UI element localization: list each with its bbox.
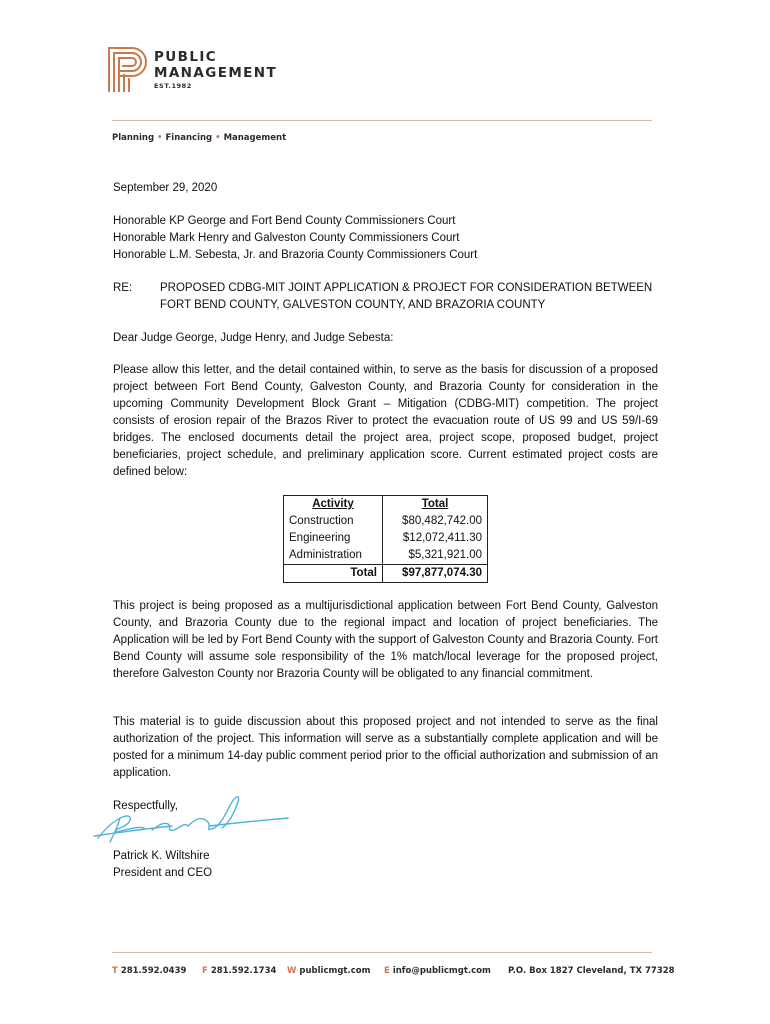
tagline-financing: Financing [165, 133, 213, 143]
table-total-row [284, 565, 488, 583]
signer-title: President and CEO [113, 867, 213, 879]
web-key: W [287, 966, 297, 976]
re-subject: PROPOSED CDBG-MIT JOINT APPLICATION & PROJECT FOR CONSIDERATION BETWEEN FORT BEND COUNTY, GALVESTON COUNTY, AND BRAZORIA COUNTY [160, 282, 653, 311]
signer-name: Patrick K. Wiltshire [113, 850, 210, 862]
footer-address: P.O. Box 1827 Cleveland, TX 77328 [508, 966, 675, 976]
public-management-logo [106, 44, 150, 92]
re-label: RE: [113, 282, 133, 294]
brand-established: EST.1982 [154, 82, 192, 90]
email-link[interactable]: info@publicmgt.com [392, 966, 491, 976]
website-link[interactable]: publicmgt.com [299, 966, 371, 976]
brand-line-1: PUBLIC [154, 49, 218, 65]
table-row [284, 530, 488, 547]
body-paragraph-2: This project is being proposed as a multijurisdictional application between Fort Bend County, Galveston County, and Brazoria County due to the regional impact and location of project beneficiaries. The Application will be led by Fort Bend County with the support of Galveston County and Brazoria County. Fort Bend County will assume sole responsibility of the 1% match/local leverage for the proposed project, therefore Galveston County nor Brazoria County will be obligated to any financial commitment. [113, 600, 658, 680]
footer-web[interactable] [287, 966, 370, 976]
activity-cell: Engineering [284, 530, 383, 547]
header-divider [112, 120, 652, 121]
handwritten-signature [92, 788, 292, 850]
footer-divider [112, 952, 652, 953]
body-paragraph-1: Please allow this letter, and the detail contained within, to serve as the basis for discussion of a proposed project between Fort Bend County, Galveston County, and Brazoria County for consideration in the upcoming Community Development Block Grant – Mitigation (CDBG-MIT) competition. The project consists of erosion repair of the Brazos River to protect the evacuation route of US 99 and US 59/I-69 bridges. The enclosed documents detail the project area, project scope, proposed budget, project beneficiaries, project schedule, and preliminary application score. Current estimated project costs are defined below: [113, 364, 658, 478]
addressee-block [113, 213, 658, 264]
tagline [112, 133, 286, 143]
fax-number: 281.592.1734 [210, 966, 277, 976]
fax-key: F [202, 966, 208, 976]
tagline-management: Management [223, 133, 287, 143]
phone-number: 281.592.0439 [120, 966, 187, 976]
header-activity: Activity [284, 496, 383, 514]
footer-email[interactable] [384, 966, 491, 976]
tagline-planning: Planning [112, 133, 155, 143]
total-cell: $80,482,742.00 [402, 515, 482, 527]
footer-phone [112, 966, 186, 976]
activity-cell: Administration [284, 547, 383, 565]
brand-line-2: MANAGEMENT [154, 65, 278, 81]
table-row [284, 547, 488, 565]
signer-block [113, 848, 658, 882]
phone-key: T [112, 966, 118, 976]
tagline-separator: • [157, 133, 163, 143]
addressee-line: Honorable KP George and Fort Bend County Commissioners Court [113, 215, 456, 227]
addressee-line: Honorable Mark Henry and Galveston County Commissioners Court [113, 232, 460, 244]
total-cell: $5,321,921.00 [408, 549, 482, 561]
cost-table [283, 495, 488, 583]
footer-fax [202, 966, 276, 976]
total-cell: $12,072,411.30 [402, 532, 482, 544]
table-row [284, 513, 488, 530]
letter-date: September 29, 2020 [113, 182, 218, 194]
brand-name [154, 49, 277, 90]
body-paragraph-3: This material is to guide discussion about this proposed project and not intended to serve as the final authorization of the project. This information will serve as a substantially complete application and will be posted for a minimum 14-day public comment period prior to the official authorization and submission of an application. [113, 716, 658, 779]
grand-total: $97,877,074.30 [383, 565, 488, 583]
addressee-line: Honorable L.M. Sebesta, Jr. and Brazoria County Commissioners Court [113, 249, 478, 261]
header-total: Total [421, 498, 449, 510]
activity-cell: Construction [284, 513, 383, 530]
cost-table-header [284, 496, 488, 514]
email-key: E [384, 966, 390, 976]
salutation: Dear Judge George, Judge Henry, and Judge Sebesta: [113, 332, 394, 344]
total-label: Total [284, 565, 383, 583]
tagline-separator: • [215, 133, 221, 143]
closing: Respectfully, [113, 800, 178, 812]
